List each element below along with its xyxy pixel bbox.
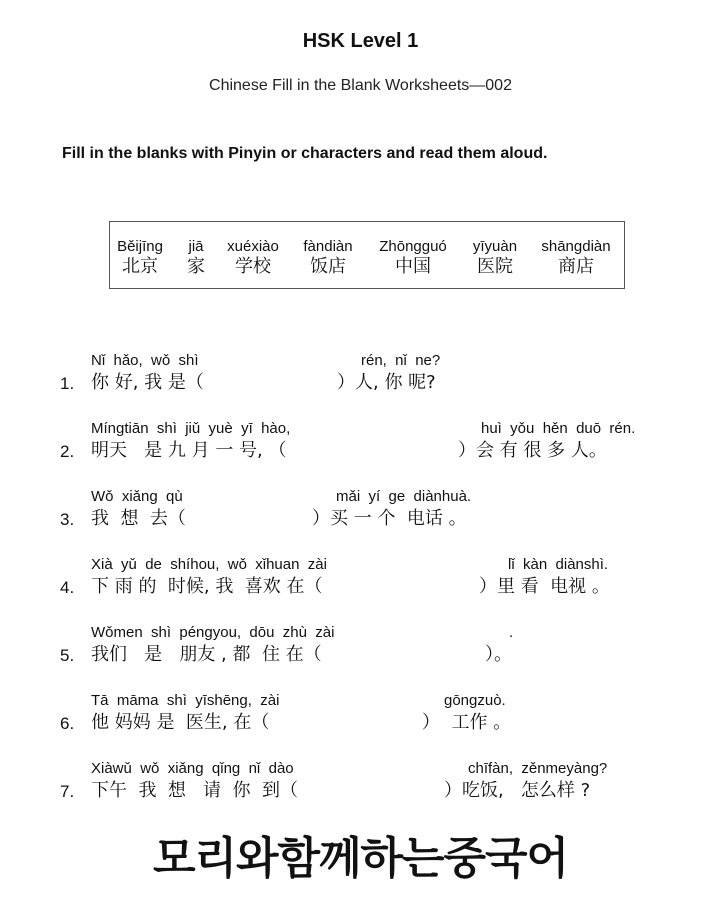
question-row	[0, 488, 721, 536]
word-bank-hanzi: 中国	[395, 256, 431, 277]
question-number: 2.	[60, 442, 75, 461]
question-pinyin-left: Wǒmen shì péngyou, dōu zhù zài	[91, 624, 335, 641]
word-bank-hanzi: 北京	[122, 256, 158, 277]
question-hanzi-right: ）人, 你 呢?	[337, 372, 436, 393]
word-bank-pinyin: xuéxiào	[227, 238, 279, 255]
question-row	[0, 760, 721, 808]
question-number: 7.	[60, 782, 75, 801]
word-bank-hanzi: 家	[187, 256, 205, 277]
word-bank-hanzi: 学校	[235, 256, 271, 277]
question-hanzi-right: ）里 看 电视 。	[479, 576, 610, 597]
question-row	[0, 624, 721, 672]
instruction-text: Fill in the blanks with Pinyin or characters and read them aloud.	[62, 145, 548, 162]
question-row	[0, 352, 721, 400]
word-bank-item	[536, 238, 616, 278]
question-hanzi-right: ）吃饭, 怎么样 ?	[444, 780, 591, 801]
question-pinyin-left: Xià yǔ de shíhou, wǒ xǐhuan zài	[91, 556, 327, 573]
question-pinyin-right: huì yǒu hěn duō rén.	[481, 420, 636, 437]
question-pinyin-right: mǎi yí ge diànhuà.	[336, 488, 472, 505]
word-bank-pinyin: jiā	[188, 238, 204, 255]
question-number: 4.	[60, 578, 75, 597]
question-hanzi-left: 他 妈妈 是 医生, 在（	[91, 712, 270, 733]
word-bank-hanzi: 医院	[477, 256, 513, 277]
word-bank-item	[373, 238, 453, 278]
question-number: 1.	[60, 374, 75, 393]
question-pinyin-right: gōngzuò.	[444, 692, 506, 709]
question-hanzi-left: 下午 我 想 请 你 到（	[91, 780, 298, 801]
word-bank-item	[455, 238, 535, 278]
question-hanzi-right: ）会 有 很 多 人。	[458, 440, 607, 461]
question-row	[0, 692, 721, 740]
question-number: 3.	[60, 510, 75, 529]
question-hanzi-left: 我 想 去（	[91, 508, 186, 529]
brand-footer: 모리와함께하는중국어	[152, 833, 569, 884]
question-hanzi-left: 下 雨 的 时候, 我 喜欢 在（	[91, 576, 323, 597]
question-pinyin-left: Tā māma shì yīshēng, zài	[91, 692, 280, 709]
question-hanzi-right: ）。	[485, 644, 512, 665]
question-hanzi-right: ）买 一 个 电话 。	[312, 508, 467, 529]
question-hanzi-left: 明天 是 九 月 一 号, （	[91, 440, 287, 461]
question-pinyin-right: chīfàn, zěnmeyàng?	[468, 760, 608, 777]
question-number: 6.	[60, 714, 75, 733]
word-bank-hanzi: 商店	[558, 256, 594, 277]
word-bank-item	[213, 238, 293, 278]
question-hanzi-left: 你 好, 我 是（	[91, 372, 204, 393]
question-pinyin-left: Míngtiān shì jiǔ yuè yī hào,	[91, 420, 291, 437]
word-bank-pinyin: Zhōngguó	[379, 238, 447, 255]
question-pinyin-right: .	[509, 624, 514, 641]
question-row	[0, 556, 721, 604]
question-pinyin-left: Xiàwǔ wǒ xiǎng qǐng nǐ dào	[91, 760, 294, 777]
question-pinyin-right: lǐ kàn diànshì.	[508, 556, 609, 573]
question-hanzi-right: ） 工作 。	[422, 712, 512, 733]
word-bank-box	[109, 221, 625, 289]
question-pinyin-left: Nǐ hǎo, wǒ shì	[91, 352, 199, 369]
worksheet-title: HSK Level 1	[302, 30, 419, 52]
word-bank-hanzi: 饭店	[310, 256, 346, 277]
question-row	[0, 420, 721, 468]
word-bank-item	[288, 238, 368, 278]
question-number: 5.	[60, 646, 75, 665]
word-bank-pinyin: yīyuàn	[472, 238, 518, 255]
worksheet-subtitle: Chinese Fill in the Blank Worksheets—002	[209, 77, 512, 94]
word-bank-pinyin: shāngdiàn	[541, 238, 611, 255]
word-bank-pinyin: fàndiàn	[303, 238, 353, 255]
question-hanzi-left: 我们 是 朋友 , 都 住 在（	[91, 644, 322, 665]
question-pinyin-right: rén, nǐ ne?	[361, 352, 441, 369]
word-bank-pinyin: Běijīng	[117, 238, 163, 255]
question-pinyin-left: Wǒ xiǎng qù	[91, 488, 183, 505]
